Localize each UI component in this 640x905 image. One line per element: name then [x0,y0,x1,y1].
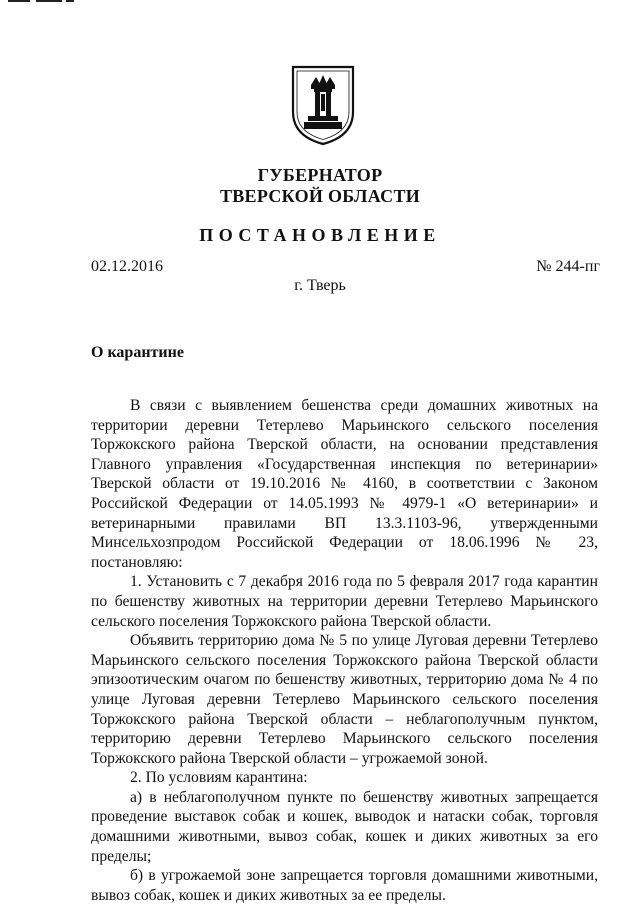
scan-artifact [0,0,95,4]
document-city: г. Тверь [294,277,346,294]
paragraph-item-1: 1. Установить с 7 декабря 2016 года по 5 февраля 2017 года карантин по бешенству животных на территории деревни Тетерлево Марьинского сельского поселения Торжокского района Тверской области. [91,573,598,630]
paragraph-item-2b: б) в угрожаемой зоне запрещается торговля домашними животными, вывоз собак, кошек и диких животных за ее пределы. [91,867,598,904]
issuer-title: ГУБЕРНАТОР [257,165,383,185]
issuer-region: ТВЕРСКОЙ ОБЛАСТИ [219,186,421,206]
paragraph-item-2: 2. По условиям карантина: [130,769,308,787]
tver-coat-of-arms-icon [290,64,356,146]
document-subject: О карантине [91,344,184,361]
document-body [91,396,598,905]
document-type: ПОСТАНОВЛЕНИЕ [199,225,441,245]
document-date: 02.12.2016 [91,258,163,275]
paragraph-preamble: В связи с выявлением бешенства среди домашних животных на территории деревни Тетерлево Марьинского сельского поселения Торжокского района Тверской области, на основании представления Главного управления «Государственная инспекция по ветеринарии» Тверской области от 19.10.2016 № 4160, в соответствии с Законом Российской Федерации от 14.05.1993 № 4979-1 «О ветеринарии» и ветеринарными правилами ВП 13.3.1103-96, утвержденными Минсельхозпродом Российской Федерации от 18.06.1996 № 23, постановляю: [91,397,598,571]
paragraph-focus-declaration: Объявить территорию дома № 5 по улице Луговая деревни Тетерлево Марьинского сельского поселения Торжокского района Тверской области эпизоотическим очагом по бешенству животных, территорию дома № 4 по улице Луговая деревни Тетерлево Марьинского сельского поселения Торжокского района Тверской области – неблагополучным пунктом, территорию деревни Тетерлево Марьинского сельского поселения Торжокского района Тверской области – угрожаемой зоной. [91,632,598,767]
paragraph-item-2a: а) в неблагополучном пункте по бешенству животных запрещается проведение выставок собак и кошек, выводок и натаски собак, торговля домашними животными, вывоз собак, кошек и диких животных за его пределы; [91,788,598,865]
document-number: № 244-пг [536,258,600,275]
